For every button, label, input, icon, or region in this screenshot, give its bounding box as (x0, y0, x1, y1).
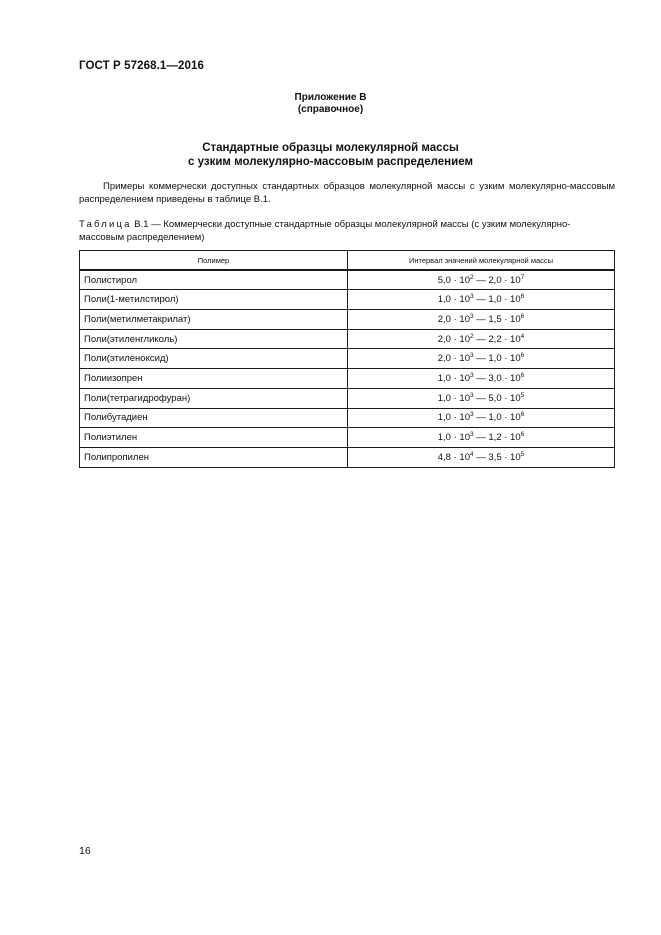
min-mantissa: 1,0 (437, 294, 451, 306)
min-mantissa: 5,0 (437, 274, 451, 286)
min-exponent: 3 (469, 352, 474, 360)
max-mantissa: 2,2 (488, 333, 502, 345)
mass-range-cell: $2,0 \cdot 10^3$ — $1,0 \cdot 10^6$ (348, 349, 615, 369)
intro-paragraph (79, 181, 615, 206)
appendix-heading (0, 92, 661, 116)
min-mantissa: 4,8 (437, 451, 451, 463)
min-exponent: 3 (469, 431, 474, 439)
max-exponent: 5 (520, 391, 525, 399)
table-row (80, 310, 615, 330)
max-exponent: 6 (520, 312, 525, 320)
table-row (80, 388, 615, 408)
max-exponent: 6 (520, 431, 525, 439)
document-header: ГОСТ Р 57268.1—2016 (79, 60, 204, 72)
mass-range-cell: $1,0 \cdot 10^3$ — $3,0 \cdot 10^6$ (348, 369, 615, 389)
polymer-name-cell: Поли(тетрагидрофуран) (80, 388, 348, 408)
polymer-name-cell: Полибутадиен (80, 408, 348, 428)
table-row (80, 270, 615, 290)
min-mantissa: 2,0 (437, 333, 451, 345)
max-mantissa: 3,5 (488, 451, 502, 463)
min-mantissa: 1,0 (437, 412, 451, 424)
min-mantissa: 1,0 (437, 432, 451, 444)
max-mantissa: 1,0 (488, 294, 502, 306)
max-exponent: 6 (520, 352, 525, 360)
polymer-name-cell: Поли(этиленгликоль) (80, 329, 348, 349)
max-mantissa: 1,0 (488, 412, 502, 424)
polymer-name-cell: Полиизопрен (80, 369, 348, 389)
mass-range-cell: $1,0 \cdot 10^3$ — $5,0 \cdot 10^5$ (348, 388, 615, 408)
table-caption-text: В.1 — Коммерчески доступные стандартные образцы молекулярной массы (с узким молекулярно-массовым распределением) (79, 219, 571, 243)
min-mantissa: 2,0 (437, 313, 451, 325)
min-exponent: 3 (469, 293, 474, 301)
min-mantissa: 1,0 (437, 372, 451, 384)
max-exponent: 7 (520, 273, 525, 281)
table-row (80, 290, 615, 310)
section-title-line-2: с узким молекулярно-массовым распределением (188, 156, 473, 168)
min-exponent: 3 (469, 312, 474, 320)
max-exponent: 6 (520, 411, 525, 419)
polymer-name-cell: Полиэтилен (80, 428, 348, 448)
polymer-name-cell: Поли(метилметакрилат) (80, 310, 348, 330)
min-exponent: 3 (469, 371, 474, 379)
table-body (80, 270, 615, 467)
min-exponent: 3 (469, 411, 474, 419)
table-row (80, 447, 615, 467)
min-exponent: 2 (469, 273, 474, 281)
min-exponent: 4 (469, 450, 474, 458)
table-caption-prefix: Таблица (79, 219, 132, 230)
max-mantissa: 1,5 (488, 313, 502, 325)
table-row (80, 369, 615, 389)
section-title (0, 141, 661, 169)
polymer-name-cell: Полипропилен (80, 447, 348, 467)
mass-range-cell: $1,0 \cdot 10^3$ — $1,2 \cdot 10^6$ (348, 428, 615, 448)
intro-text: Примеры коммерчески доступных стандартных образцов молекулярной массы с узким молекулярно-массовым распределением приведены в таблице В.1. (79, 181, 615, 205)
section-title-line-1: Стандартные образцы молекулярной массы (202, 142, 459, 154)
mass-range-cell: $2,0 \cdot 10^3$ — $1,5 \cdot 10^6$ (348, 310, 615, 330)
table-row (80, 428, 615, 448)
polymer-name-cell: Полистирол (80, 270, 348, 290)
min-exponent: 2 (469, 332, 474, 340)
polymer-name-cell: Поли(этиленоксид) (80, 349, 348, 369)
max-mantissa: 5,0 (488, 392, 502, 404)
max-exponent: 4 (520, 332, 525, 340)
max-mantissa: 3,0 (488, 372, 502, 384)
min-mantissa: 1,0 (437, 392, 451, 404)
max-exponent: 6 (520, 293, 525, 301)
mass-range-cell: $1,0 \cdot 10^3$ — $1,0 \cdot 10^6$ (348, 290, 615, 310)
table-caption (79, 219, 615, 244)
appendix-title: Приложение В (294, 92, 367, 103)
mass-range-cell: $4,8 \cdot 10^4$ — $3,5 \cdot 10^5$ (348, 447, 615, 467)
column-header-polymer: Полимер (80, 251, 348, 271)
table-row (80, 408, 615, 428)
table-header-row (80, 251, 615, 271)
polymer-table (79, 250, 615, 468)
mass-range-cell: $5,0 \cdot 10^2$ — $2,0 \cdot 10^7$ (348, 270, 615, 290)
max-mantissa: 1,0 (488, 353, 502, 365)
max-mantissa: 2,0 (488, 274, 502, 286)
mass-range-cell: $2,0 \cdot 10^2$ — $2,2 \cdot 10^4$ (348, 329, 615, 349)
page-number: 16 (79, 845, 91, 857)
min-mantissa: 2,0 (437, 353, 451, 365)
column-header-mass-range: Интервал значений молекулярной массы (348, 251, 615, 271)
max-exponent: 6 (520, 371, 525, 379)
mass-range-cell: $1,0 \cdot 10^3$ — $1,0 \cdot 10^6$ (348, 408, 615, 428)
min-exponent: 3 (469, 391, 474, 399)
max-exponent: 5 (520, 450, 525, 458)
table-row (80, 349, 615, 369)
polymer-name-cell: Поли(1-метилстирол) (80, 290, 348, 310)
table-row (80, 329, 615, 349)
max-mantissa: 1,2 (488, 432, 502, 444)
appendix-note: (справочное) (297, 104, 364, 115)
